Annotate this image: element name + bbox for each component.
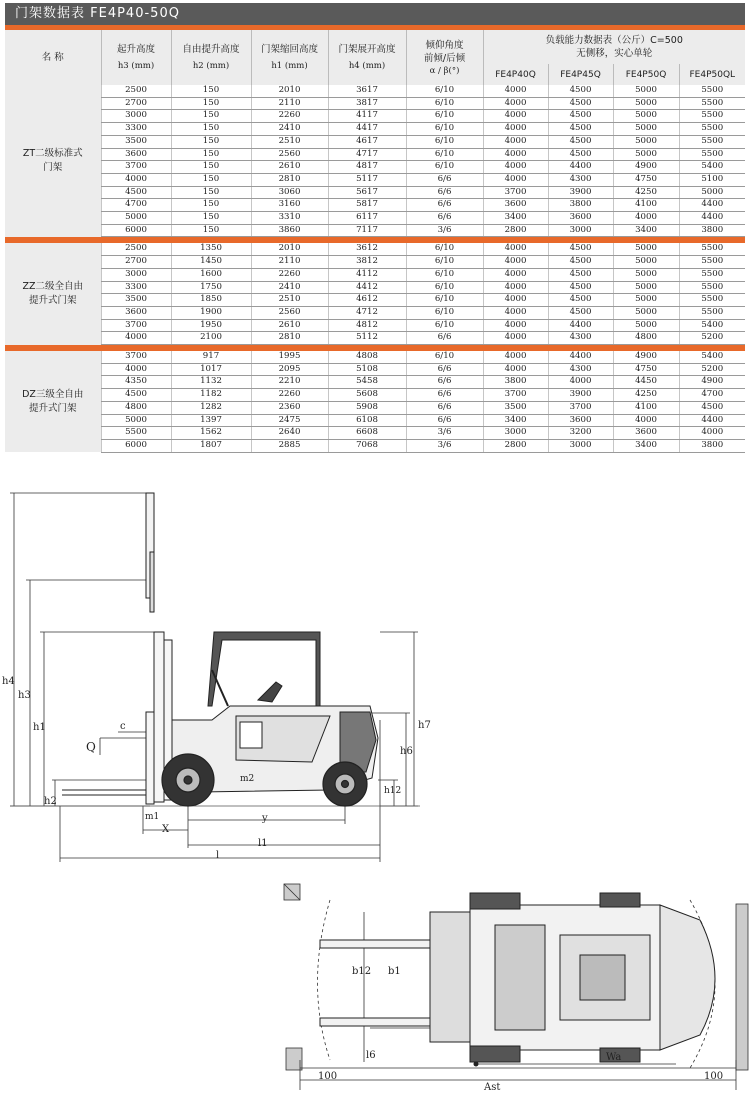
table-cell: 3300 <box>101 123 171 136</box>
table-cell: 2510 <box>251 294 328 307</box>
table-cell: 1995 <box>251 351 328 363</box>
table-cell: 3600 <box>101 148 171 161</box>
table-cell: 4300 <box>548 332 613 345</box>
label-h12: h12 <box>384 786 402 796</box>
table-cell: 4500 <box>548 243 613 255</box>
table-cell: 2700 <box>101 256 171 269</box>
header-lift-height: 起升高度 h3 (mm) <box>101 30 171 85</box>
table-cell: 3310 <box>251 212 328 225</box>
table-cell: 2260 <box>251 268 328 281</box>
table-cell: 4500 <box>548 281 613 294</box>
table-cell: 4400 <box>679 212 745 225</box>
label-q: Q <box>86 740 96 754</box>
label-x: X <box>162 824 170 835</box>
table-cell: 4000 <box>101 332 171 345</box>
label-h1: h1 <box>33 722 46 733</box>
table-cell: 3600 <box>101 306 171 319</box>
header-model-fe4p40q: FE4P40Q <box>483 64 548 85</box>
table-cell: 3600 <box>483 199 548 212</box>
table-cell: 5000 <box>613 306 679 319</box>
table-cell: 4250 <box>613 186 679 199</box>
table-cell: 4400 <box>548 351 613 363</box>
table-cell: 4500 <box>548 85 613 97</box>
table-cell: 4500 <box>101 186 171 199</box>
table-cell: 5500 <box>679 123 745 136</box>
table-cell: 4417 <box>328 123 406 136</box>
table-cell: 6/10 <box>406 281 483 294</box>
table-cell: 3/6 <box>406 224 483 237</box>
header-model-fe4p45q: FE4P45Q <box>548 64 613 85</box>
table-cell: 4500 <box>548 97 613 110</box>
table-cell: 5500 <box>679 306 745 319</box>
table-cell: 1750 <box>171 281 251 294</box>
table-cell: 4000 <box>483 319 548 332</box>
label-h6: h6 <box>400 746 413 757</box>
table-cell: 1282 <box>171 401 251 414</box>
table-cell: 6/6 <box>406 186 483 199</box>
table-cell: 4500 <box>101 389 171 402</box>
table-cell: 150 <box>171 186 251 199</box>
table-cell: 3700 <box>101 351 171 363</box>
table-cell: 5000 <box>613 97 679 110</box>
table-cell: 3500 <box>483 401 548 414</box>
label-m2: m2 <box>240 774 255 784</box>
label-margin-left: 100 <box>318 1071 338 1082</box>
table-cell: 5200 <box>679 332 745 345</box>
table-cell: 6/6 <box>406 414 483 427</box>
table-cell: 4750 <box>613 363 679 376</box>
table-cell: 4800 <box>101 401 171 414</box>
table-cell: 6/6 <box>406 332 483 345</box>
table-cell: 3000 <box>548 224 613 237</box>
table-cell: 4500 <box>548 135 613 148</box>
label-h4: h4 <box>2 676 15 687</box>
table-cell: 5117 <box>328 173 406 186</box>
label-c: c <box>120 721 126 732</box>
table-cell: 6000 <box>101 224 171 237</box>
table-cell: 2410 <box>251 123 328 136</box>
table-cell: 3700 <box>101 319 171 332</box>
table-cell: 4000 <box>101 173 171 186</box>
table-cell: 4000 <box>483 123 548 136</box>
table-cell: 6/10 <box>406 351 483 363</box>
table-cell: 5400 <box>679 319 745 332</box>
table-cell: 4000 <box>483 306 548 319</box>
table-cell: 3612 <box>328 243 406 255</box>
table-cell: 5617 <box>328 186 406 199</box>
table-cell: 4450 <box>613 376 679 389</box>
header-name: 名 称 <box>5 30 101 85</box>
table-cell: 5500 <box>679 85 745 97</box>
table-cell: 6/10 <box>406 319 483 332</box>
table-cell: 5000 <box>613 123 679 136</box>
table-cell: 3817 <box>328 97 406 110</box>
table-cell: 150 <box>171 123 251 136</box>
table-cell: 4800 <box>613 332 679 345</box>
table-cell: 2610 <box>251 319 328 332</box>
table-cell: 150 <box>171 85 251 97</box>
table-cell: 917 <box>171 351 251 363</box>
table-cell: 3400 <box>483 212 548 225</box>
table-cell: 150 <box>171 173 251 186</box>
table-cell: 4500 <box>548 110 613 123</box>
table-cell: 6608 <box>328 427 406 440</box>
table-cell: 4500 <box>548 256 613 269</box>
table-cell: 5400 <box>679 351 745 363</box>
table-cell: 6/10 <box>406 294 483 307</box>
label-l1: l1 <box>258 838 268 849</box>
table-cell: 1350 <box>171 243 251 255</box>
table-cell: 4000 <box>483 243 548 255</box>
table-cell: 6/10 <box>406 85 483 97</box>
table-cell: 4112 <box>328 268 406 281</box>
table-cell: 3/6 <box>406 439 483 452</box>
table-cell: 6000 <box>101 439 171 452</box>
table-cell: 5500 <box>679 243 745 255</box>
table-cell: 4712 <box>328 306 406 319</box>
table-cell: 1132 <box>171 376 251 389</box>
table-cell: 5000 <box>613 243 679 255</box>
table-cell: 4412 <box>328 281 406 294</box>
table-cell: 4500 <box>548 294 613 307</box>
table-cell: 1017 <box>171 363 251 376</box>
table-cell: 4000 <box>483 110 548 123</box>
table-cell: 2500 <box>101 85 171 97</box>
table-cell: 5000 <box>679 186 745 199</box>
table-cell: 6/6 <box>406 389 483 402</box>
header-lowered-height: 门架缩回高度 h1 (mm) <box>251 30 328 85</box>
table-cell: 6/6 <box>406 199 483 212</box>
table-cell: 4000 <box>483 85 548 97</box>
label-h3: h3 <box>18 690 31 701</box>
group-name-line2: 提升式门架 <box>28 402 77 414</box>
table-cell: 3700 <box>483 186 548 199</box>
table-cell: 4000 <box>548 376 613 389</box>
table-cell: 4500 <box>548 123 613 136</box>
table-cell: 2210 <box>251 376 328 389</box>
table-cell: 5000 <box>613 294 679 307</box>
label-l: l <box>216 850 220 861</box>
table-cell: 150 <box>171 110 251 123</box>
table-cell: 4000 <box>483 332 548 345</box>
table-cell: 3400 <box>613 439 679 452</box>
group-name-line2: 门架 <box>43 161 63 173</box>
table-cell: 4817 <box>328 161 406 174</box>
table-cell: 3700 <box>483 389 548 402</box>
table-cell: 1182 <box>171 389 251 402</box>
table-cell: 4900 <box>613 161 679 174</box>
table-cell: 2100 <box>171 332 251 345</box>
label-y: y <box>262 813 268 824</box>
table-cell: 4500 <box>679 401 745 414</box>
table-cell: 5500 <box>679 135 745 148</box>
group-name-line1: DZ三级全自由 <box>22 388 84 400</box>
table-cell: 4808 <box>328 351 406 363</box>
table-cell: 4000 <box>483 173 548 186</box>
table-cell: 4500 <box>548 268 613 281</box>
table-cell: 4612 <box>328 294 406 307</box>
table-cell: 150 <box>171 161 251 174</box>
table-cell: 4500 <box>548 148 613 161</box>
table-cell: 5000 <box>613 256 679 269</box>
table-cell: 3860 <box>251 224 328 237</box>
table-cell: 5400 <box>679 161 745 174</box>
table-cell: 3200 <box>548 427 613 440</box>
table-cell: 5458 <box>328 376 406 389</box>
table-cell: 6117 <box>328 212 406 225</box>
table-cell: 7068 <box>328 439 406 452</box>
header-model-fe4p50ql: FE4P50QL <box>679 64 745 85</box>
table-cell: 3617 <box>328 85 406 97</box>
table-cell: 4000 <box>483 351 548 363</box>
table-cell: 1900 <box>171 306 251 319</box>
table-cell: 2885 <box>251 439 328 452</box>
table-cell: 4900 <box>613 351 679 363</box>
table-cell: 4400 <box>548 319 613 332</box>
table-cell: 6108 <box>328 414 406 427</box>
table-cell: 3500 <box>101 135 171 148</box>
table-cell: 6/10 <box>406 97 483 110</box>
table-cell: 2260 <box>251 389 328 402</box>
table-cell: 150 <box>171 148 251 161</box>
table-cell: 2610 <box>251 161 328 174</box>
header-capacity: 负载能力数据表（公斤）C=500 无侧移，实心单轮 <box>483 30 745 64</box>
table-cell: 6/10 <box>406 256 483 269</box>
table-cell: 3060 <box>251 186 328 199</box>
table-cell: 2800 <box>483 439 548 452</box>
table-cell: 2010 <box>251 243 328 255</box>
table-cell: 4000 <box>613 212 679 225</box>
table-cell: 4300 <box>548 363 613 376</box>
table-cell: 2360 <box>251 401 328 414</box>
table-cell: 5000 <box>613 319 679 332</box>
table-cell: 2700 <box>101 97 171 110</box>
table-cell: 3000 <box>101 110 171 123</box>
table-cell: 1950 <box>171 319 251 332</box>
label-wa: Wa <box>606 1052 622 1063</box>
table-cell: 150 <box>171 135 251 148</box>
table-cell: 4000 <box>613 414 679 427</box>
table-cell: 3800 <box>548 199 613 212</box>
table-cell: 4250 <box>613 389 679 402</box>
table-cell: 3812 <box>328 256 406 269</box>
table-cell: 3900 <box>548 186 613 199</box>
label-h2: h2 <box>44 796 57 807</box>
table-cell: 3600 <box>548 414 613 427</box>
label-h7: h7 <box>418 720 431 731</box>
table-cell: 3500 <box>101 294 171 307</box>
table-cell: 4000 <box>483 294 548 307</box>
table-cell: 3/6 <box>406 427 483 440</box>
table-cell: 3800 <box>679 439 745 452</box>
table-cell: 5000 <box>613 268 679 281</box>
table-cell: 5100 <box>679 173 745 186</box>
table-cell: 2500 <box>101 243 171 255</box>
header-free-lift: 自由提升高度 h2 (mm) <box>171 30 251 85</box>
table-cell: 5000 <box>101 212 171 225</box>
label-b1: b1 <box>388 966 401 977</box>
table-cell: 2110 <box>251 97 328 110</box>
table-cell: 2475 <box>251 414 328 427</box>
table-cell: 5908 <box>328 401 406 414</box>
label-b12: b12 <box>352 966 372 977</box>
table-cell: 3900 <box>548 389 613 402</box>
table-cell: 4300 <box>548 173 613 186</box>
table-cell: 4700 <box>101 199 171 212</box>
table-cell: 5000 <box>613 148 679 161</box>
table-cell: 5200 <box>679 363 745 376</box>
table-cell: 3400 <box>483 414 548 427</box>
table-cell: 4000 <box>483 161 548 174</box>
table-cell: 6/10 <box>406 110 483 123</box>
table-cell: 4617 <box>328 135 406 148</box>
table-cell: 6/6 <box>406 363 483 376</box>
table-cell: 6/6 <box>406 401 483 414</box>
label-l6: l6 <box>366 1050 376 1061</box>
table-cell: 1807 <box>171 439 251 452</box>
table-cell: 5112 <box>328 332 406 345</box>
table-cell: 4500 <box>548 306 613 319</box>
table-cell: 3000 <box>548 439 613 452</box>
table-cell: 4000 <box>483 281 548 294</box>
header-model-fe4p50q: FE4P50Q <box>613 64 679 85</box>
table-cell: 4000 <box>483 256 548 269</box>
table-cell: 6/10 <box>406 148 483 161</box>
table-cell: 5500 <box>679 294 745 307</box>
table-cell: 2640 <box>251 427 328 440</box>
table-cell: 5000 <box>613 135 679 148</box>
table-cell: 4000 <box>483 135 548 148</box>
table-cell: 1600 <box>171 268 251 281</box>
group-name-line1: ZT二级标准式 <box>22 147 83 159</box>
group-name-line1: ZZ二级全自由 <box>22 281 84 292</box>
table-cell: 3160 <box>251 199 328 212</box>
table-cell: 4400 <box>679 199 745 212</box>
table-cell: 6/6 <box>406 173 483 186</box>
table-cell: 4117 <box>328 110 406 123</box>
table-cell: 6/10 <box>406 135 483 148</box>
table-cell: 5500 <box>679 256 745 269</box>
table-cell: 4700 <box>679 389 745 402</box>
table-cell: 5500 <box>679 110 745 123</box>
table-cell: 2800 <box>483 224 548 237</box>
table-cell: 4000 <box>483 363 548 376</box>
table-cell: 5000 <box>101 414 171 427</box>
table-cell: 2560 <box>251 148 328 161</box>
table-cell: 3000 <box>101 268 171 281</box>
table-cell: 3400 <box>613 224 679 237</box>
table-cell: 5000 <box>613 85 679 97</box>
table-cell: 6/10 <box>406 243 483 255</box>
table-cell: 2810 <box>251 332 328 345</box>
label-m1: m1 <box>145 812 160 822</box>
table-cell: 4000 <box>483 148 548 161</box>
table-cell: 1450 <box>171 256 251 269</box>
table-cell: 4717 <box>328 148 406 161</box>
table-cell: 3700 <box>101 161 171 174</box>
table-cell: 2810 <box>251 173 328 186</box>
table-cell: 6/6 <box>406 212 483 225</box>
table-cell: 150 <box>171 212 251 225</box>
table-cell: 3600 <box>613 427 679 440</box>
table-cell: 4400 <box>548 161 613 174</box>
table-cell: 3600 <box>548 212 613 225</box>
table-cell: 4900 <box>679 376 745 389</box>
table-cell: 5500 <box>679 148 745 161</box>
table-cell: 7117 <box>328 224 406 237</box>
table-cell: 4000 <box>679 427 745 440</box>
table-title: 门架数据表 FE4P40-50Q <box>15 6 180 21</box>
table-cell: 5500 <box>679 268 745 281</box>
table-cell: 1397 <box>171 414 251 427</box>
table-cell: 4000 <box>101 363 171 376</box>
table-cell: 5817 <box>328 199 406 212</box>
table-cell: 6/6 <box>406 376 483 389</box>
table-cell: 6/10 <box>406 161 483 174</box>
table-cell: 3700 <box>548 401 613 414</box>
table-cell: 2560 <box>251 306 328 319</box>
table-cell: 4350 <box>101 376 171 389</box>
table-cell: 3800 <box>679 224 745 237</box>
table-cell: 150 <box>171 199 251 212</box>
table-cell: 2510 <box>251 135 328 148</box>
header-extended-height: 门架展开高度 h4 (mm) <box>328 30 406 85</box>
table-cell: 2010 <box>251 85 328 97</box>
table-cell: 3300 <box>101 281 171 294</box>
table-cell: 5500 <box>679 97 745 110</box>
label-margin-right: 100 <box>704 1071 724 1082</box>
table-cell: 1562 <box>171 427 251 440</box>
table-cell: 3800 <box>483 376 548 389</box>
table-cell: 4000 <box>483 268 548 281</box>
label-ast: Ast <box>484 1082 501 1093</box>
group-name-line2: 提升式门架 <box>28 295 77 306</box>
header-tilt-angle: 倾仰角度 前倾/后倾 α / β(°) <box>406 30 483 85</box>
table-cell: 5500 <box>101 427 171 440</box>
table-cell: 5108 <box>328 363 406 376</box>
table-cell: 2095 <box>251 363 328 376</box>
table-cell: 5500 <box>679 281 745 294</box>
table-cell: 2410 <box>251 281 328 294</box>
table-cell: 5608 <box>328 389 406 402</box>
table-cell: 1850 <box>171 294 251 307</box>
table-cell: 6/10 <box>406 123 483 136</box>
table-cell: 4000 <box>483 97 548 110</box>
table-cell: 150 <box>171 224 251 237</box>
table-cell: 150 <box>171 97 251 110</box>
table-cell: 4812 <box>328 319 406 332</box>
table-cell: 6/10 <box>406 306 483 319</box>
table-cell: 5000 <box>613 110 679 123</box>
table-cell: 6/10 <box>406 268 483 281</box>
table-cell: 4100 <box>613 199 679 212</box>
table-cell: 5000 <box>613 281 679 294</box>
table-cell: 4750 <box>613 173 679 186</box>
table-cell: 2110 <box>251 256 328 269</box>
table-cell: 4100 <box>613 401 679 414</box>
table-cell: 2260 <box>251 110 328 123</box>
table-cell: 3000 <box>483 427 548 440</box>
table-cell: 4400 <box>679 414 745 427</box>
